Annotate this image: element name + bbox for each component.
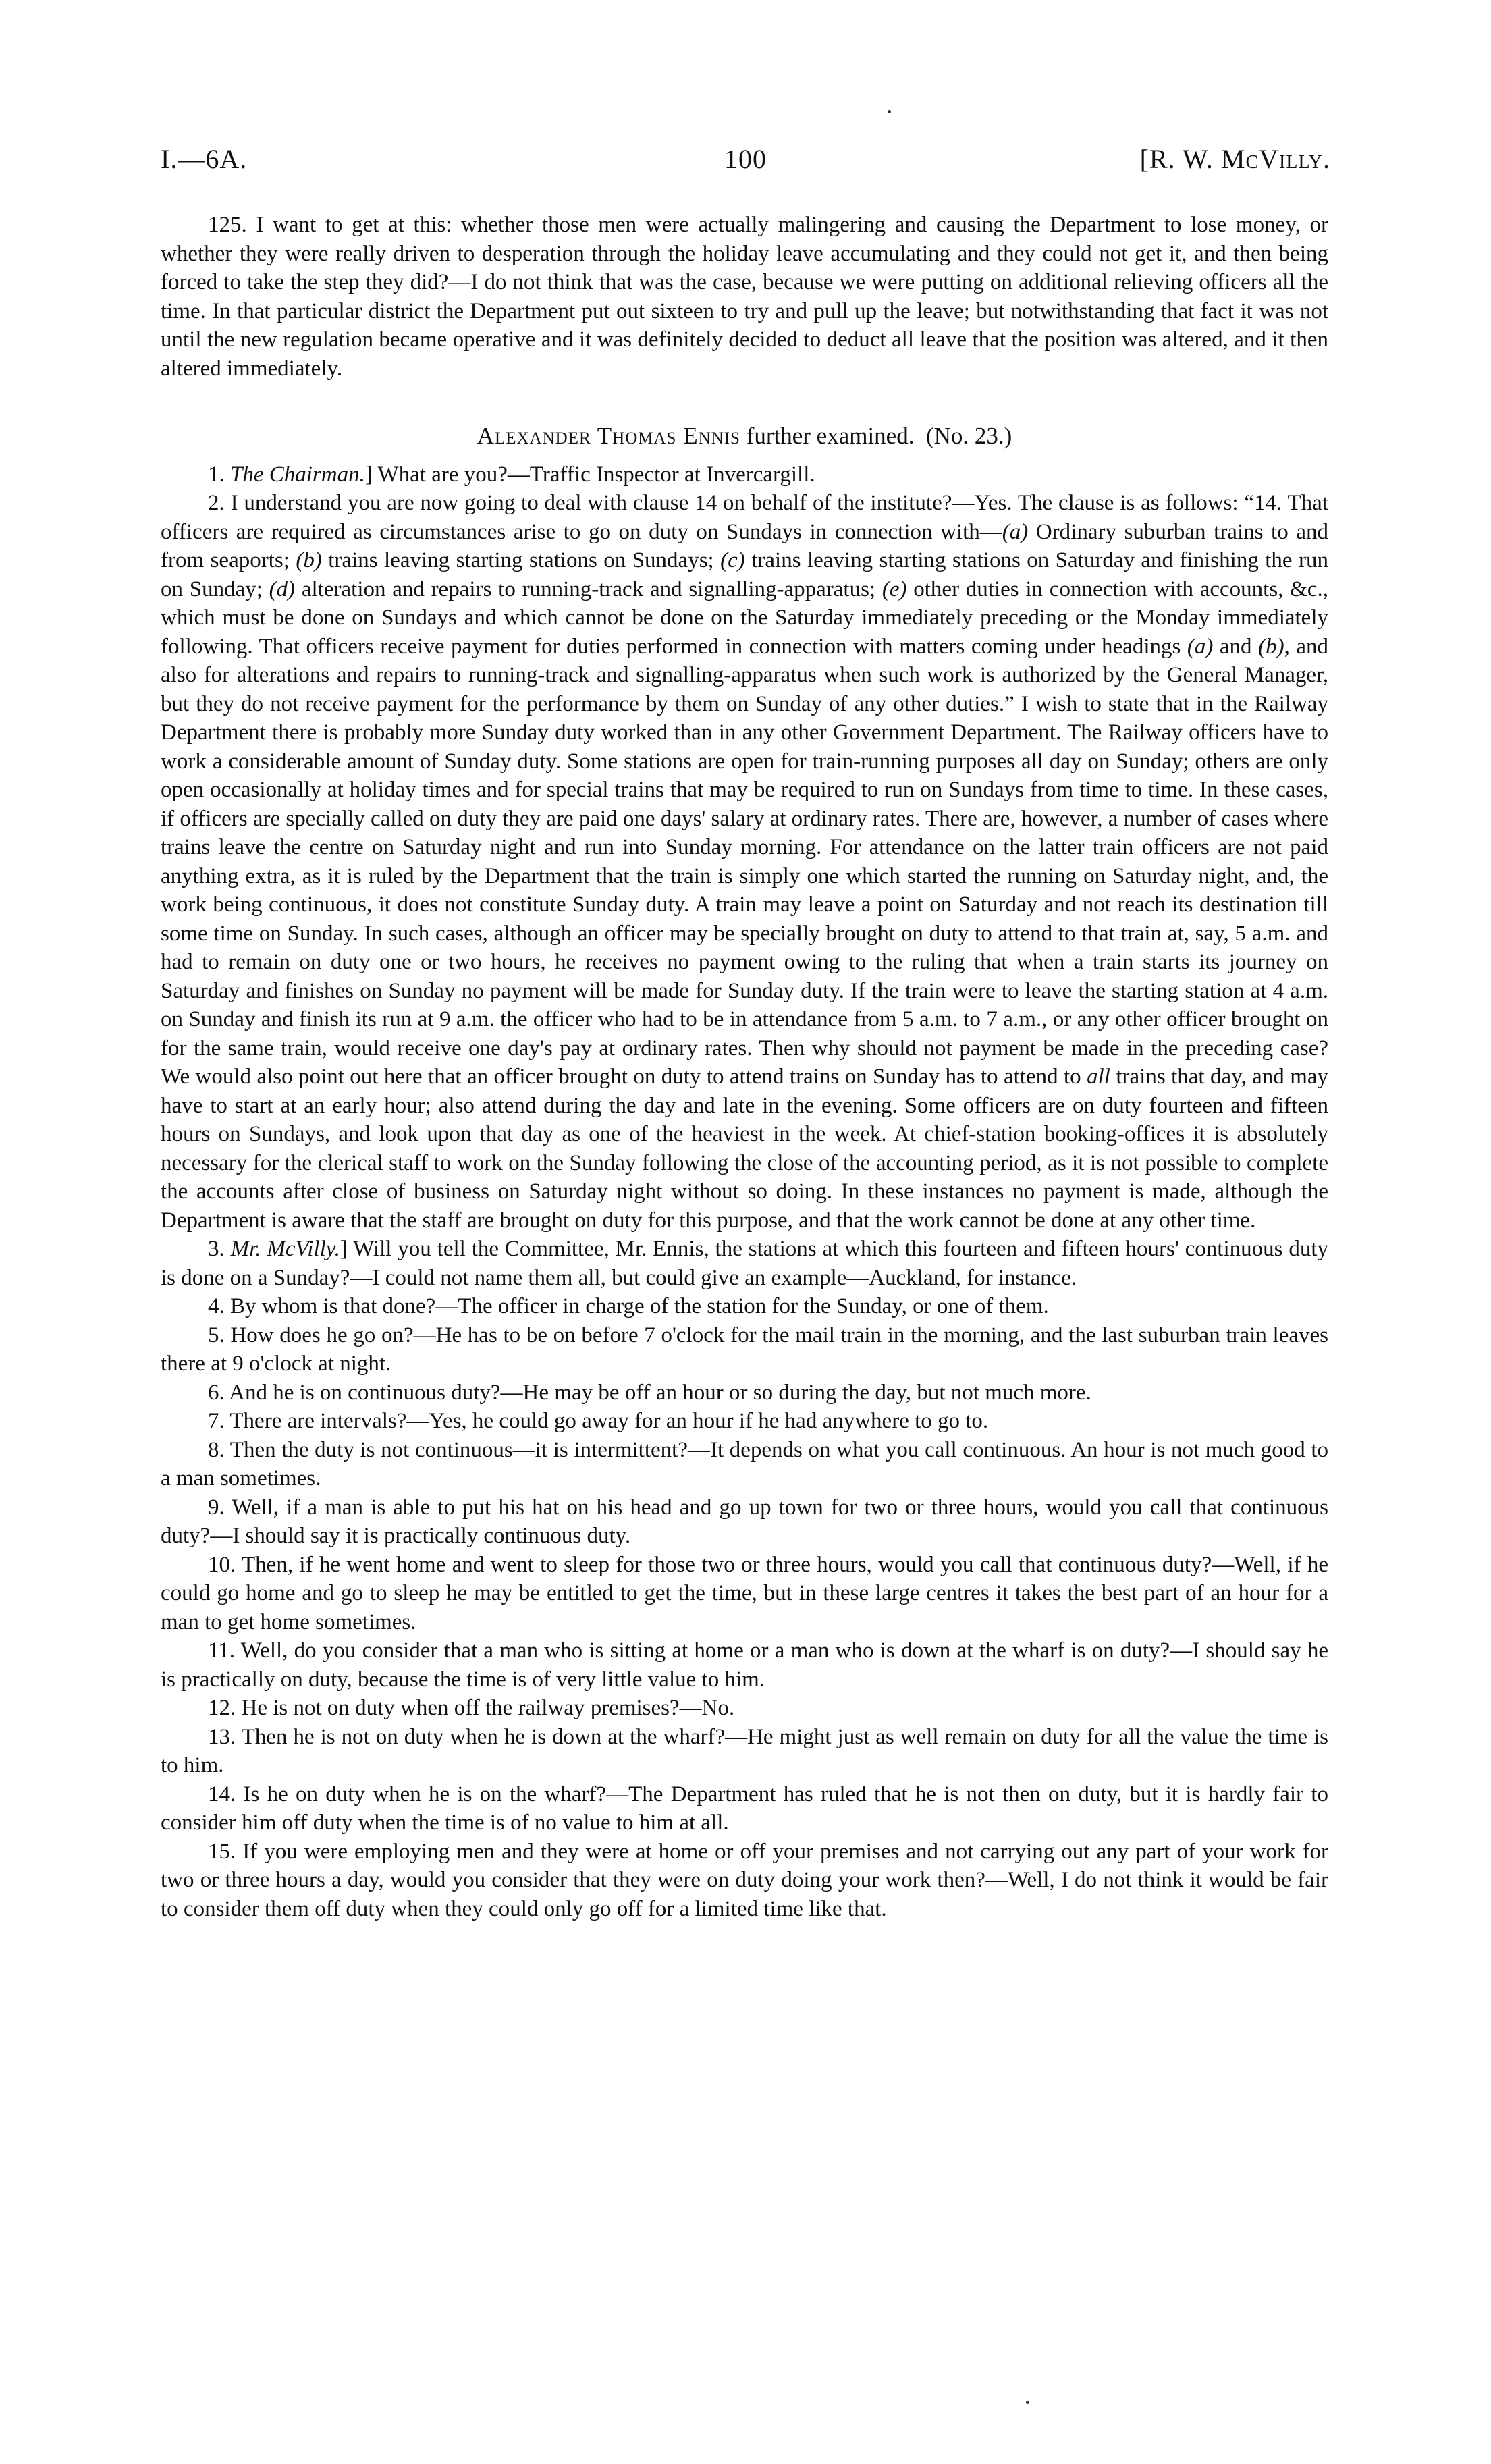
question-2: 2. I understand you are now going to deal with clause 14 on behalf of the institute?—Yes. The clause is as follows: “14. That officers are required as circumstances arise to go on duty on Sundays in connection with—(a) Ordinary suburban trains to and from seaports; (b) trains leaving starting stations on Sundays; (c) trains leaving starting stations on Saturday and finishing the run on Sunday; (d) alteration and repairs to running-track and signalling-apparatus; (e) other duties in connection with accounts, &c., which must be done on Sundays and which cannot be done on the Saturday immediately preceding or the Monday immediately following. That officers receive payment for duties performed in connection with matters coming under headings (a) and (b), and also for alterations and repairs to running-track and signalling-apparatus when such work is authorized by the General Manager, but they do not receive payment for the performance by them on Sunday of any other duties.” I wish to state that in the Railway Department there is probably more Sunday duty worked than in any other Government Department. The Railway officers have to work a considerable amount of Sunday duty. Some stations are open for train-running purposes all day on Sunday; others are only open occasionally at holiday times and for special trains that may be required to run on Sundays from time to time. In these cases, if officers are specially called on duty they are paid one days' salary at ordinary rates. There are, however, a number of cases where trains leave the centre on Saturday night and run into Sunday morning. For attendance on the latter train officers are not paid anything extra, as it is ruled by the Department that the train is simply one which started the running on Saturday night, and, the work being continuous, it does not constitute Sunday duty. A train may leave a point on Saturday and not reach its destination till some time on Sunday. In such cases, although an officer may be specially brought on duty to attend to that train at, say, 5 a.m. and had to remain on duty one or two hours, he receives no payment owing to the ruling that when a train starts its journey on Saturday and finishes on Sunday no payment will be made for Sunday duty. If the train were to leave the starting station at 4 a.m. on Sunday and finish its run at 9 a.m. the officer who had to be in attendance from 5 a.m. to 7 a.m., or any other officer brought on for the same train, would receive one day's pay at ordinary rates. Then why should not payment be made in the preceding case? We would also point out here that an officer brought on duty to attend trains on Sunday has to attend to all trains that day, and may have to start at an early hour; also attend during the day and late in the evening. Some officers are on duty fourteen and fifteen hours on Sundays, and look upon that day as one of the heaviest in the week. At chief-station booking-offices it is absolutely necessary for the clerical staff to work on the Sunday following the close of the accounting period, as it is not possible to complete the accounts after close of business on Saturday night without so doing. In these instances no payment is made, although the Department is aware that the staff are brought on duty for this purpose, and that the work cannot be done at any other time.	[161, 491, 1329, 1233]
speaker-chairman: The Chairman.	[230, 462, 365, 487]
section-heading	[161, 422, 1328, 451]
question-12: 12. He is not on duty when off the railway premises?—No.	[208, 1696, 735, 1720]
page-speck	[888, 110, 891, 113]
heading-suffix: further examined.	[746, 423, 915, 449]
paper-reference: I.—6A.	[161, 144, 248, 174]
page-number: 100	[724, 144, 767, 174]
witness-reference: [R. W. McVilly.	[1139, 144, 1330, 174]
question-14: 14. Is he on duty when he is on the wharf?—The Department has ruled that he is not then on duty, but it is hardly fair to consider him off duty when the time is of no value to him at all.	[161, 1782, 1328, 1835]
question-15: 15. If you were employing men and they were at home or off your premises and not carrying out any part of your work for two or three hours a day, would you consider that they were on duty doing your work then?—Well, I do not think it would be fair to consider them off duty when they could only go off for a limited time like that.	[161, 1839, 1328, 1921]
question-9: 9. Well, if a man is able to put his hat on his head and go up town for two or three hours, would you call that continuous duty?—I should say it is practically continuous duty.	[161, 1495, 1328, 1548]
question-13: 13. Then he is not on duty when he is down at the wharf?—He might just as well remain on duty for all the value the time is to him.	[161, 1724, 1328, 1777]
page-speck	[1026, 2401, 1029, 2404]
witness-name: Alexander Thomas Ennis	[477, 423, 740, 449]
intro-paragraph: 125. I want to get at this: whether those men were actually malingering and causing the Department to lose money, or whether they were really driven to desperation through the holiday leave accumulating and they could not get it, and then being forced to take the step they did?—I do not think that was the case, because we were putting on additional relieving officers all the time. In that particular district the Department put out sixteen to try and pull up the leave; but notwithstanding that fact it was not until the new regulation became operative and it was definitely decided to deduct all leave that the position was altered, and it then altered immediately.	[161, 213, 1328, 381]
question-6: 6. And he is on continuous duty?—He may be off an hour or so during the day, but not much more.	[208, 1380, 1091, 1405]
question-3: 3. Mr. McVilly.] Will you tell the Committee, Mr. Ennis, the stations at which this fourteen and fifteen hours' continuous duty is done on a Sunday?—I could not name them all, but could give an example—Auckland, for instance.	[161, 1237, 1328, 1290]
question-11: 11. Well, do you consider that a man who is sitting at home or a man who is down at the wharf is on duty?—I should say he is practically on duty, because the time is of very little value to him.	[161, 1638, 1328, 1692]
page-header	[161, 143, 1330, 184]
document-body	[161, 211, 1328, 1923]
question-4: 4. By whom is that done?—The officer in charge of the station for the Sunday, or one of them.	[208, 1294, 1049, 1318]
witness-number: (No. 23.)	[925, 423, 1012, 449]
question-8: 8. Then the duty is not continuous—it is intermittent?—It depends on what you call continuous. An hour is not much good to a man sometimes.	[161, 1437, 1328, 1491]
question-7: 7. There are intervals?—Yes, he could go away for an hour if he had anywhere to go to.	[208, 1409, 989, 1433]
question-10: 10. Then, if he went home and went to sleep for those two or three hours, would you call that continuous duty?—Well, if he could go home and go to sleep he may be entitled to get the time, but in these large centres it takes the best part of an hour for a man to get home sometimes.	[161, 1552, 1328, 1634]
speaker-mcvilly: Mr. McVilly.	[230, 1237, 340, 1261]
question-1: 1. The Chairman.] What are you?—Traffic Inspector at Invercargill.	[208, 462, 815, 487]
question-5: 5. How does he go on?—He has to be on before 7 o'clock for the mail train in the morning, and the last suburban train leaves there at 9 o'clock at night.	[161, 1322, 1328, 1376]
